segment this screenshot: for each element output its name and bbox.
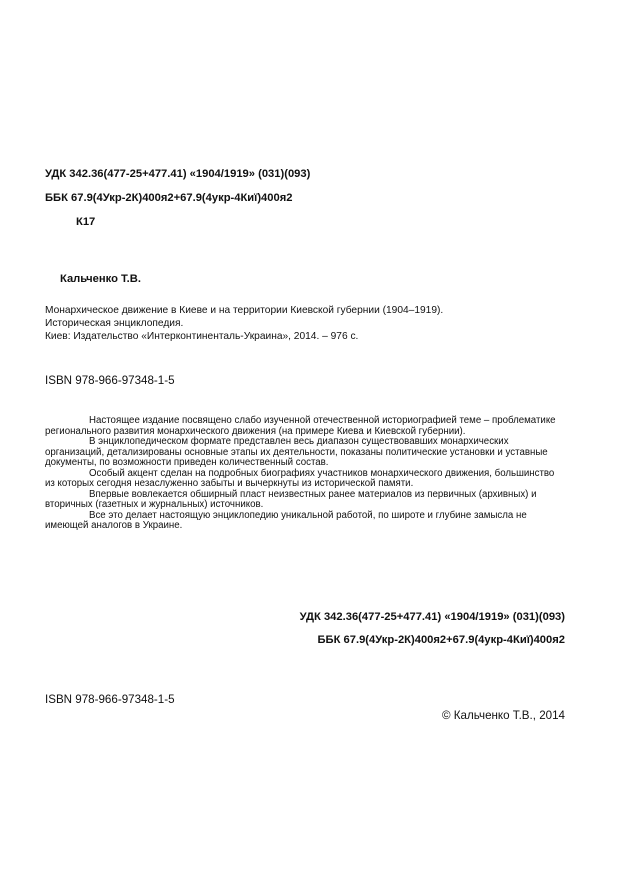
isbn-bottom: ISBN 978-966-97348-1-5 bbox=[45, 693, 175, 706]
annotation-paragraph: Настоящее издание посвящено слабо изученной отечественной историографией теме – проблематике регионального развития монархического движения (на примере Киева и Киевской губернии). bbox=[45, 415, 556, 437]
annotation bbox=[45, 416, 565, 532]
copyright: © Кальченко Т.В., 2014 bbox=[442, 709, 565, 722]
udk-code-bottom: УДК 342.36(477-25+477.41) «1904/1919» (031)(093) bbox=[299, 611, 565, 623]
isbn-top: ISBN 978-966-97348-1-5 bbox=[45, 374, 175, 387]
annotation-paragraph: Все это делает настоящую энциклопедию уникальной работой, по широте и глубине замысла не имеющей аналогов в Украине. bbox=[45, 509, 527, 531]
bbk-code: ББК 67.9(4Укр-2К)400я2+67.9(4укр-4Киї)400я2 bbox=[45, 192, 293, 204]
annotation-paragraph: В энциклопедическом формате представлен весь диапазон существовавших монархических организаций, детализированы основные этапы их деятельности, показаны политические установки и уставные документы, по возможности приведен количественный состав. bbox=[45, 436, 548, 468]
author-name: Кальченко Т.В. bbox=[60, 273, 141, 285]
annotation-paragraph: Впервые вовлекается обширный пласт неизвестных ранее материалов из первичных (архивных) и вторичных (газетных и журнальных) источников. bbox=[45, 488, 537, 510]
author-mark: К17 bbox=[76, 216, 96, 228]
book-title: Монархическое движение в Киеве и на территории Киевской губернии (1904–1919). bbox=[45, 305, 444, 316]
bbk-code-bottom: ББК 67.9(4Укр-2К)400я2+67.9(4укр-4Киї)400я2 bbox=[317, 634, 565, 646]
book-imprint: Киев: Издательство «Интерконтиненталь-Украина», 2014. – 976 с. bbox=[45, 331, 359, 342]
annotation-paragraph: Особый акцент сделан на подробных биографиях участников монархического движения, большинство из которых сегодня незаслуженно забыты и вычеркнуты из исторической памяти. bbox=[45, 467, 555, 489]
book-subtitle: Историческая энциклопедия. bbox=[45, 318, 184, 329]
udk-code: УДК 342.36(477-25+477.41) «1904/1919» (031)(093) bbox=[45, 168, 311, 180]
